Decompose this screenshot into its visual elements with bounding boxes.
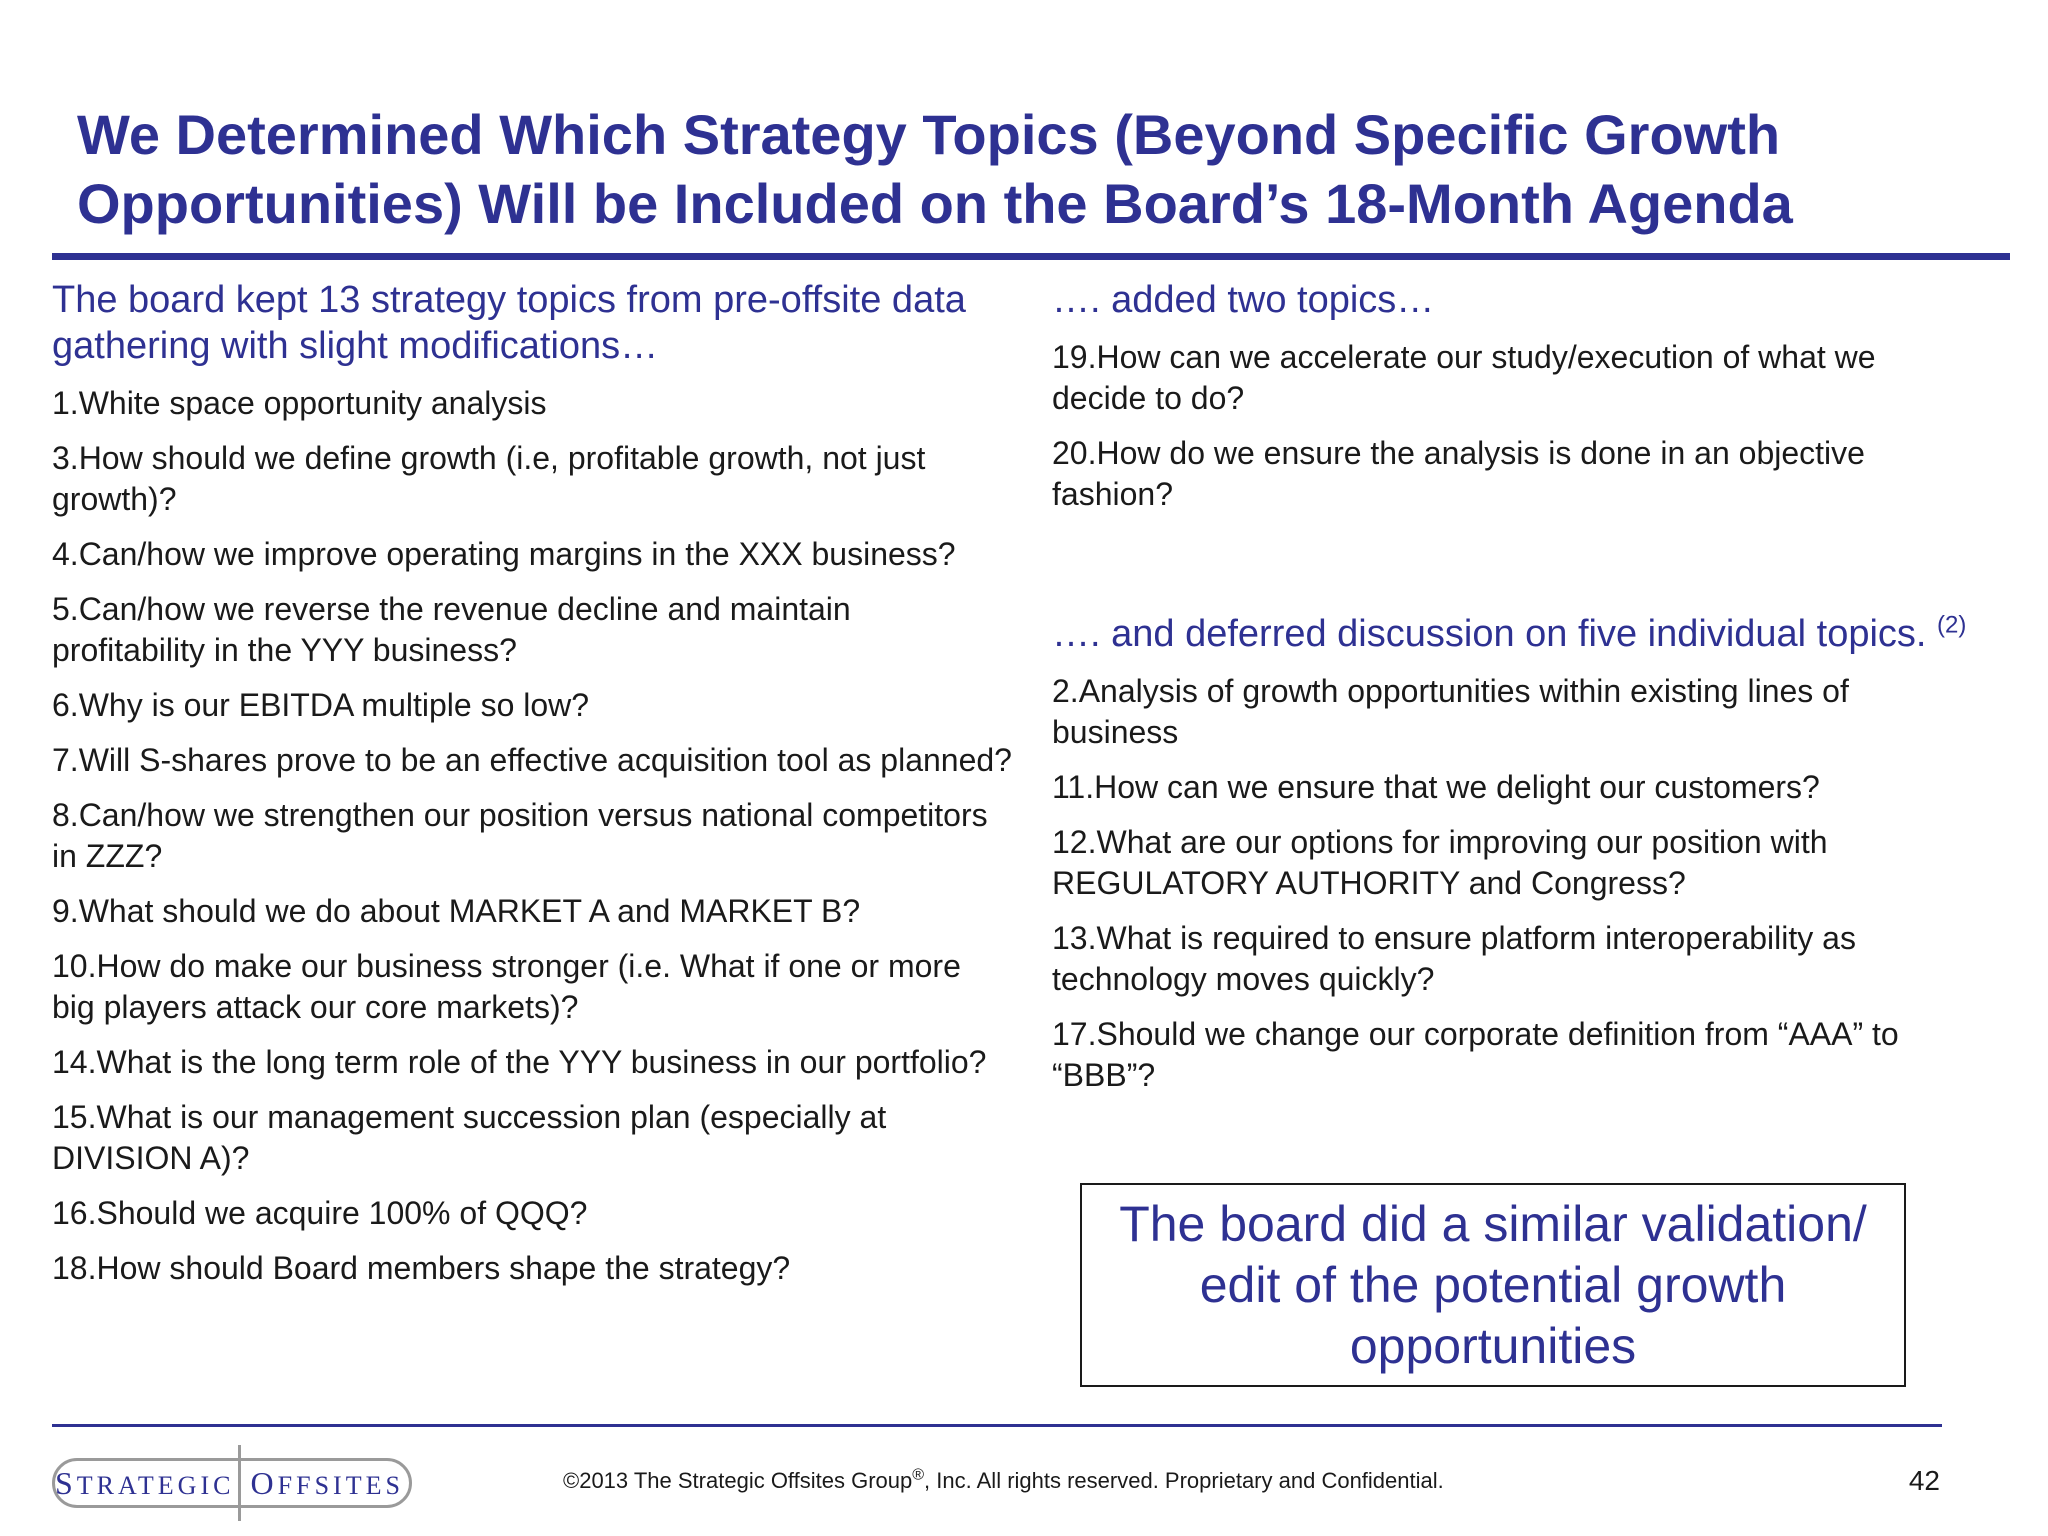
strategic-offsites-logo (52, 1458, 412, 1508)
title-divider (52, 253, 2010, 260)
kept-topic-item: 10.How do make our business stronger (i.e. What if one or more big players attack our core markets)? (52, 948, 961, 1025)
added-topic-item: 20.How do we ensure the analysis is done in an objective fashion? (1052, 435, 1865, 512)
deferred-topics-heading (1052, 611, 1972, 657)
added-topics-heading: …. added two topics… (1052, 279, 1435, 321)
kept-topic-item: 8.Can/how we strengthen our position versus national competitors in ZZZ? (52, 797, 988, 874)
added-deferred-column (1052, 277, 1972, 1110)
deferred-topics-heading-text: …. and deferred discussion on five individual topics. (1052, 613, 1927, 655)
deferred-topic-item: 11.How can we ensure that we delight our customers? (1052, 769, 1820, 805)
deferred-topic-item: 17.Should we change our corporate definition from “AAA” to “BBB”? (1052, 1016, 1899, 1093)
kept-topic-item: 3.How should we define growth (i.e, profitable growth, not just growth)? (52, 440, 926, 517)
kept-topic-item: 5.Can/how we reverse the revenue decline and maintain profitability in the YYY business? (52, 591, 851, 668)
footer-divider (52, 1424, 1942, 1427)
kept-topic-item: 1.White space opportunity analysis (52, 385, 547, 421)
kept-topic-item: 15.What is our management succession plan (especially at DIVISION A)? (52, 1099, 887, 1176)
section-spacer (1052, 529, 1972, 611)
kept-topics-heading: The board kept 13 strategy topics from pre-offsite data gathering with slight modifications… (52, 279, 966, 367)
kept-topics-column (52, 277, 1012, 1303)
copyright-text: ©2013 The Strategic Offsites Group (563, 1468, 913, 1493)
kept-topic-item: 16.Should we acquire 100% of QQQ? (52, 1195, 588, 1231)
kept-topic-item: 14.What is the long term role of the YYY business in our portfolio? (52, 1044, 987, 1080)
page-number: 42 (1908, 1465, 1940, 1496)
deferred-topic-item: 13.What is required to ensure platform interoperability as technology moves quickly? (1052, 920, 1856, 997)
registered-mark: ® (912, 1466, 925, 1484)
added-topic-item: 19.How can we accelerate our study/execution of what we decide to do? (1052, 339, 1876, 416)
validation-callout-box (1080, 1183, 1906, 1387)
kept-topic-item: 18.How should Board members shape the strategy? (52, 1250, 791, 1286)
logo-divider (238, 1445, 241, 1521)
slide-title: We Determined Which Strategy Topics (Beyond Specific Growth Opportunities) Will be Included on the Board’s 18-Month Agenda (77, 103, 1793, 235)
kept-topic-item: 9.What should we do about MARKET A and MARKET B? (52, 893, 861, 929)
kept-topic-item: 4.Can/how we improve operating margins in the XXX business? (52, 536, 956, 572)
copyright-text-rest: , Inc. All rights reserved. Proprietary and Confidential. (924, 1468, 1444, 1493)
deferred-topic-item: 12.What are our options for improving our position with REGULATORY AUTHORITY and Congress? (1052, 824, 1828, 901)
kept-topic-item: 6.Why is our EBITDA multiple so low? (52, 687, 590, 723)
copyright-notice (563, 1468, 1563, 1494)
footnote-marker: (2) (1937, 611, 1967, 639)
logo-word-strategic: STRATEGIC (55, 1464, 235, 1501)
kept-topic-item: 7.Will S-shares prove to be an effective acquisition tool as planned? (52, 742, 1012, 778)
validation-callout-text: The board did a similar validation/ edit of the potential growth opportunities (1119, 1195, 1867, 1374)
deferred-topic-item: 2.Analysis of growth opportunities within existing lines of business (1052, 673, 1849, 750)
logo-word-offsites: OFFSITES (250, 1464, 404, 1501)
